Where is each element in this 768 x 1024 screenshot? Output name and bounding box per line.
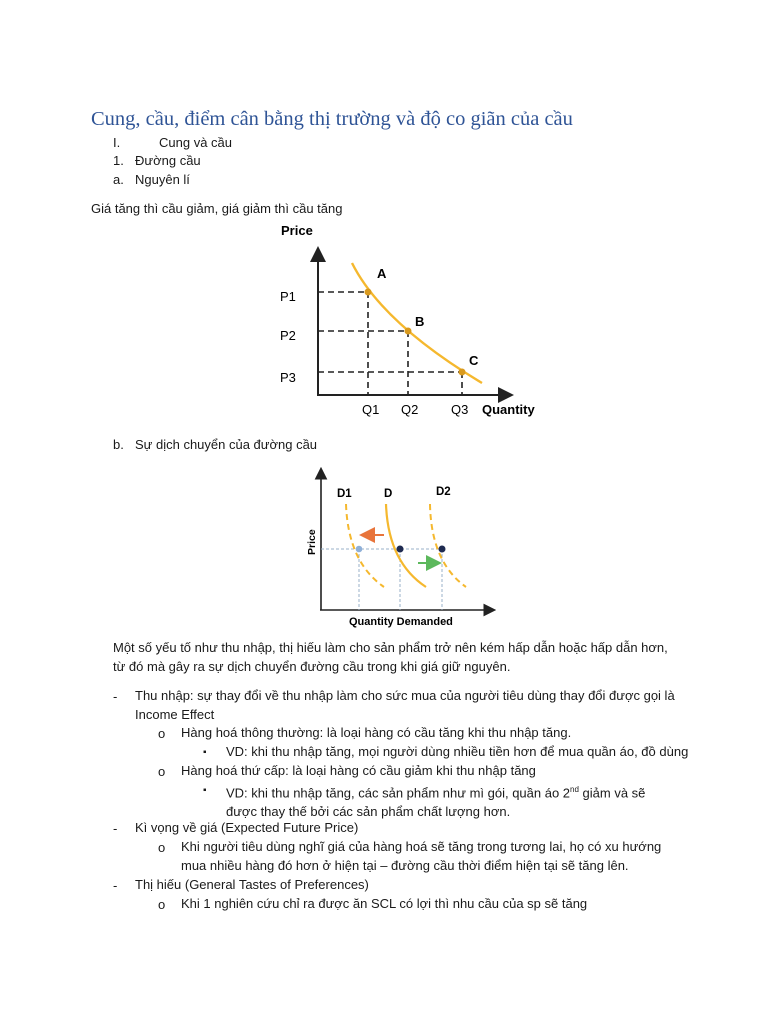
bullet-inferior-goods: Hàng hoá thứ cấp: là loại hàng có cầu giảm khi thu nhập tăng <box>181 763 536 778</box>
quantity-label-q3: Q3 <box>451 402 469 417</box>
superscript-nd: nd <box>570 785 579 794</box>
bullet-square: ▪ <box>203 785 207 796</box>
demand-shift-chart <box>300 462 505 632</box>
point-a <box>365 289 372 296</box>
bullet-dash: - <box>113 878 118 893</box>
curve-d <box>386 504 426 587</box>
quantity-label-q2: Q2 <box>401 402 419 417</box>
price-label-p3: P3 <box>280 370 296 385</box>
bullet-dash: - <box>113 689 118 704</box>
outline-marker-number: 1. <box>113 153 124 168</box>
bullet-circle: o <box>158 840 166 855</box>
point-label-c: C <box>469 353 479 368</box>
bullet-square: ▪ <box>203 747 207 758</box>
curve-d1 <box>346 504 384 587</box>
bullet-income: Thu nhập: sự thay đổi về thu nhập làm cho sức mua của người tiêu dùng thay đổi được gọi là Income Effect <box>135 688 675 722</box>
bullet-normal-example: VD: khi thu nhập tăng, mọi người dùng nhiều tiền hơn để mua quần áo, đồ dùng <box>226 744 689 759</box>
outline-heading-demand-curve: Đường cầu <box>135 153 201 168</box>
bullet-tastes-detail: Khi 1 nghiên cứu chỉ ra được ăn SCL có lợi thì nhu cầu của sp sẽ tăng <box>181 896 588 911</box>
bullet-tastes: Thị hiếu (General Tastes of Preferences) <box>135 877 369 892</box>
y-axis-title: Price <box>281 223 313 238</box>
point-d2 <box>439 546 446 553</box>
point-label-a: A <box>377 266 387 281</box>
bullet-dash: - <box>113 821 118 836</box>
point-c <box>459 369 466 376</box>
intro-paragraph: Một số yếu tố như thu nhập, thị hiếu làm cho sản phẩm trở nên kém hấp dẫn hoặc hấp dẫn hơn, từ đó mà gây ra sự dịch chuyển đường cầu trong khi giá giữ nguyên. <box>113 640 668 674</box>
section-b-heading: Sự dịch chuyển của đường cầu <box>135 437 318 452</box>
outline-marker-roman: I. <box>113 135 121 150</box>
y-axis-title: Price <box>306 529 318 555</box>
curve-label-d1: D1 <box>337 488 352 500</box>
outline-heading-principle: Nguyên lí <box>135 172 190 187</box>
price-label-p2: P2 <box>280 328 296 343</box>
bullet-circle: o <box>158 764 166 779</box>
demand-curve-chart <box>270 218 550 423</box>
bullet-expectation-detail: Khi người tiêu dùng nghĩ giá của hàng hoá sẽ tăng trong tương lai, họ có xu hướng mua nhiều hàng đó hơn ở hiện tại – đường cầu thời điểm hiện tại sẽ tăng lên. <box>181 839 662 873</box>
bullet-inferior-example <box>226 780 666 821</box>
point-label-b: B <box>415 314 425 329</box>
outline-heading-supply-demand: Cung và cầu <box>159 135 232 150</box>
point-d <box>397 546 404 553</box>
bullet-circle: o <box>158 726 166 741</box>
x-axis-title: Quantity Demanded <box>349 616 453 628</box>
price-label-p1: P1 <box>280 289 296 304</box>
page-title: Cung, cầu, điểm cân bằng thị trường và độ co giãn của cầu <box>91 108 573 130</box>
bullet-normal-goods: Hàng hoá thông thường: là loại hàng có cầu tăng khi thu nhập tăng. <box>181 725 572 740</box>
section-b-marker: b. <box>113 437 124 452</box>
quantity-label-q1: Q1 <box>362 402 380 417</box>
x-axis-title: Quantity <box>482 402 535 417</box>
bullet-expectation: Kì vọng về giá (Expected Future Price) <box>135 820 359 835</box>
inferior-example-text-cont: giảm và sẽ được thay thế bởi các sản phẩm chất lượng hơn. <box>226 785 646 820</box>
curve-label-d2: D2 <box>436 486 451 498</box>
point-b <box>405 328 412 335</box>
curve-label-d: D <box>384 488 393 500</box>
principle-text: Giá tăng thì cầu giảm, giá giảm thì cầu tăng <box>91 201 343 216</box>
inferior-example-text: VD: khi thu nhập tăng, các sản phẩm như mì gói, quần áo 2 <box>226 785 571 801</box>
curve-d2 <box>430 504 466 587</box>
bullet-circle: o <box>158 897 166 912</box>
outline-marker-letter: a. <box>113 172 124 187</box>
point-d1 <box>356 546 363 553</box>
